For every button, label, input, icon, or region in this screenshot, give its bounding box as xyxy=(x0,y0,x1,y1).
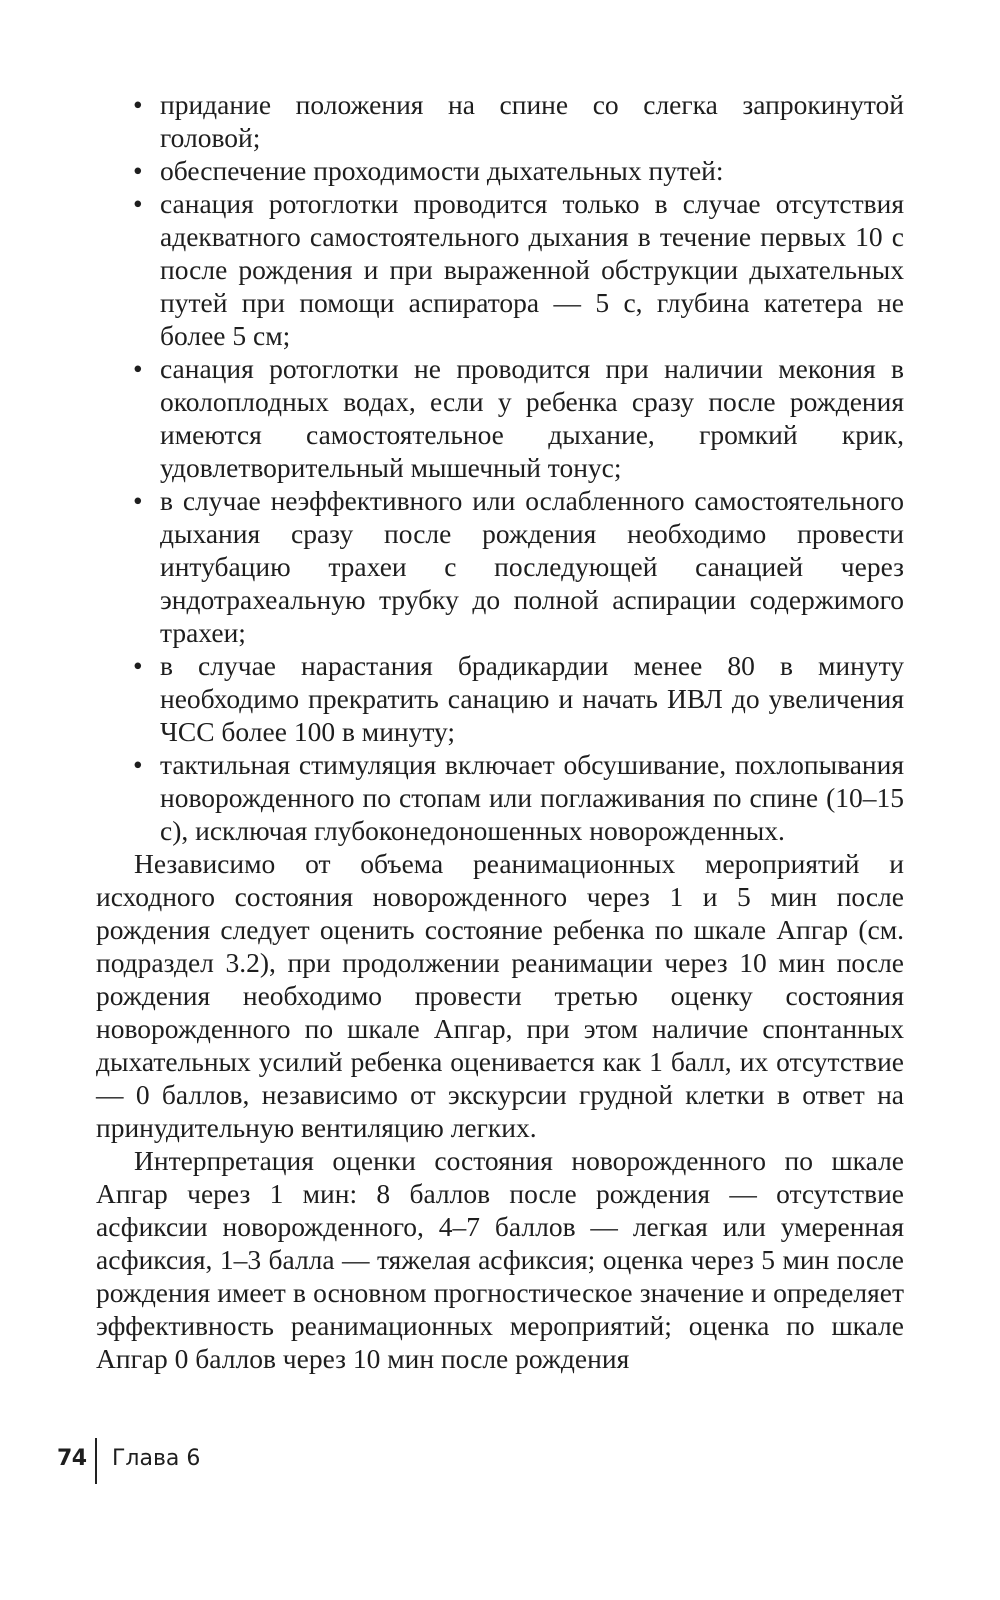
bullet-marker: • xyxy=(133,89,143,120)
list-item-text: тактильная стимуляция включает обсушивание, похлопывания новорожденного по стопам или поглаживания по спине (10–15 с), исключая глубоконедоношенных новорожденных. xyxy=(160,749,904,846)
list-item xyxy=(96,748,904,847)
bullet-marker: • xyxy=(133,485,143,516)
bullet-marker: • xyxy=(133,749,143,780)
list-item xyxy=(96,88,904,154)
list-item-text: в случае нарастания брадикардии менее 80 в минуту необходимо прекратить санацию и начать ИВЛ до увеличения ЧСС более 100 в минуту; xyxy=(160,650,904,747)
page-footer xyxy=(0,1438,1000,1484)
bullet-marker: • xyxy=(133,353,143,384)
list-item xyxy=(96,154,904,187)
list-item-text: санация ротоглотки не проводится при наличии мекония в околоплодных водах, если у ребенка сразу после рождения имеются самостоятельное дыхание, громкий крик, удовлетворительный мышечный тонус; xyxy=(160,353,904,483)
body-paragraph-apgar-interpretation: Интерпретация оценки состояния новорожденного по шкале Апгар через 1 мин: 8 баллов после рождения — отсутствие асфиксии новорожденного, 4–7 баллов — легкая или умеренная асфиксия, 1–3 балла — тяжелая асфиксия; оценка через 5 мин после рождения имеет в основном прогностическое значение и определяет эффективность реанимационных мероприятий; оценка по шкале Апгар 0 баллов через 10 мин после рождения xyxy=(96,1145,904,1374)
list-item xyxy=(96,187,904,352)
list-item-text: придание положения на спине со слегка запрокинутой головой; xyxy=(160,89,904,153)
page-number: 74 xyxy=(57,1446,87,1471)
list-item-text: обеспечение проходимости дыхательных путей: xyxy=(160,155,724,186)
bullet-list xyxy=(96,88,904,847)
bullet-marker: • xyxy=(133,188,143,219)
body-paragraph-apgar-assessment: Независимо от объема реанимационных мероприятий и исходного состояния новорожденного через 1 и 5 мин после рождения следует оценить состояние ребенка по шкале Апгар (см. подраздел 3.2), при продолжении реанимации через 10 мин после рождения необходимо провести третью оценку состояния новорожденного по шкале Апгар, при этом наличие спонтанных дыхательных усилий ребенка оценивается как 1 балл, их отсутствие — 0 баллов, независимо от экскурсии грудной клетки в ответ на принудительную вентиляцию легких. xyxy=(96,848,904,1143)
page-body xyxy=(96,88,904,1375)
list-item xyxy=(96,649,904,748)
bullet-marker: • xyxy=(133,650,143,681)
list-item-text: санация ротоглотки проводится только в случае отсутствия адекватного самостоятельного дыхания в течение первых 10 с после рождения и при выраженной обструкции дыхательных путей при помощи аспиратора — 5 с, глубина катетера не более 5 см; xyxy=(160,188,904,351)
list-item xyxy=(96,352,904,484)
list-item xyxy=(96,484,904,649)
chapter-label: Глава 6 xyxy=(112,1446,201,1471)
footer-divider xyxy=(95,1438,97,1484)
list-item-text: в случае неэффективного или ослабленного самостоятельного дыхания сразу после рождения необходимо провести интубацию трахеи с последующей санацией через эндотрахеальную трубку до полной аспирации содержимого трахеи; xyxy=(160,485,904,648)
bullet-marker: • xyxy=(133,155,143,186)
